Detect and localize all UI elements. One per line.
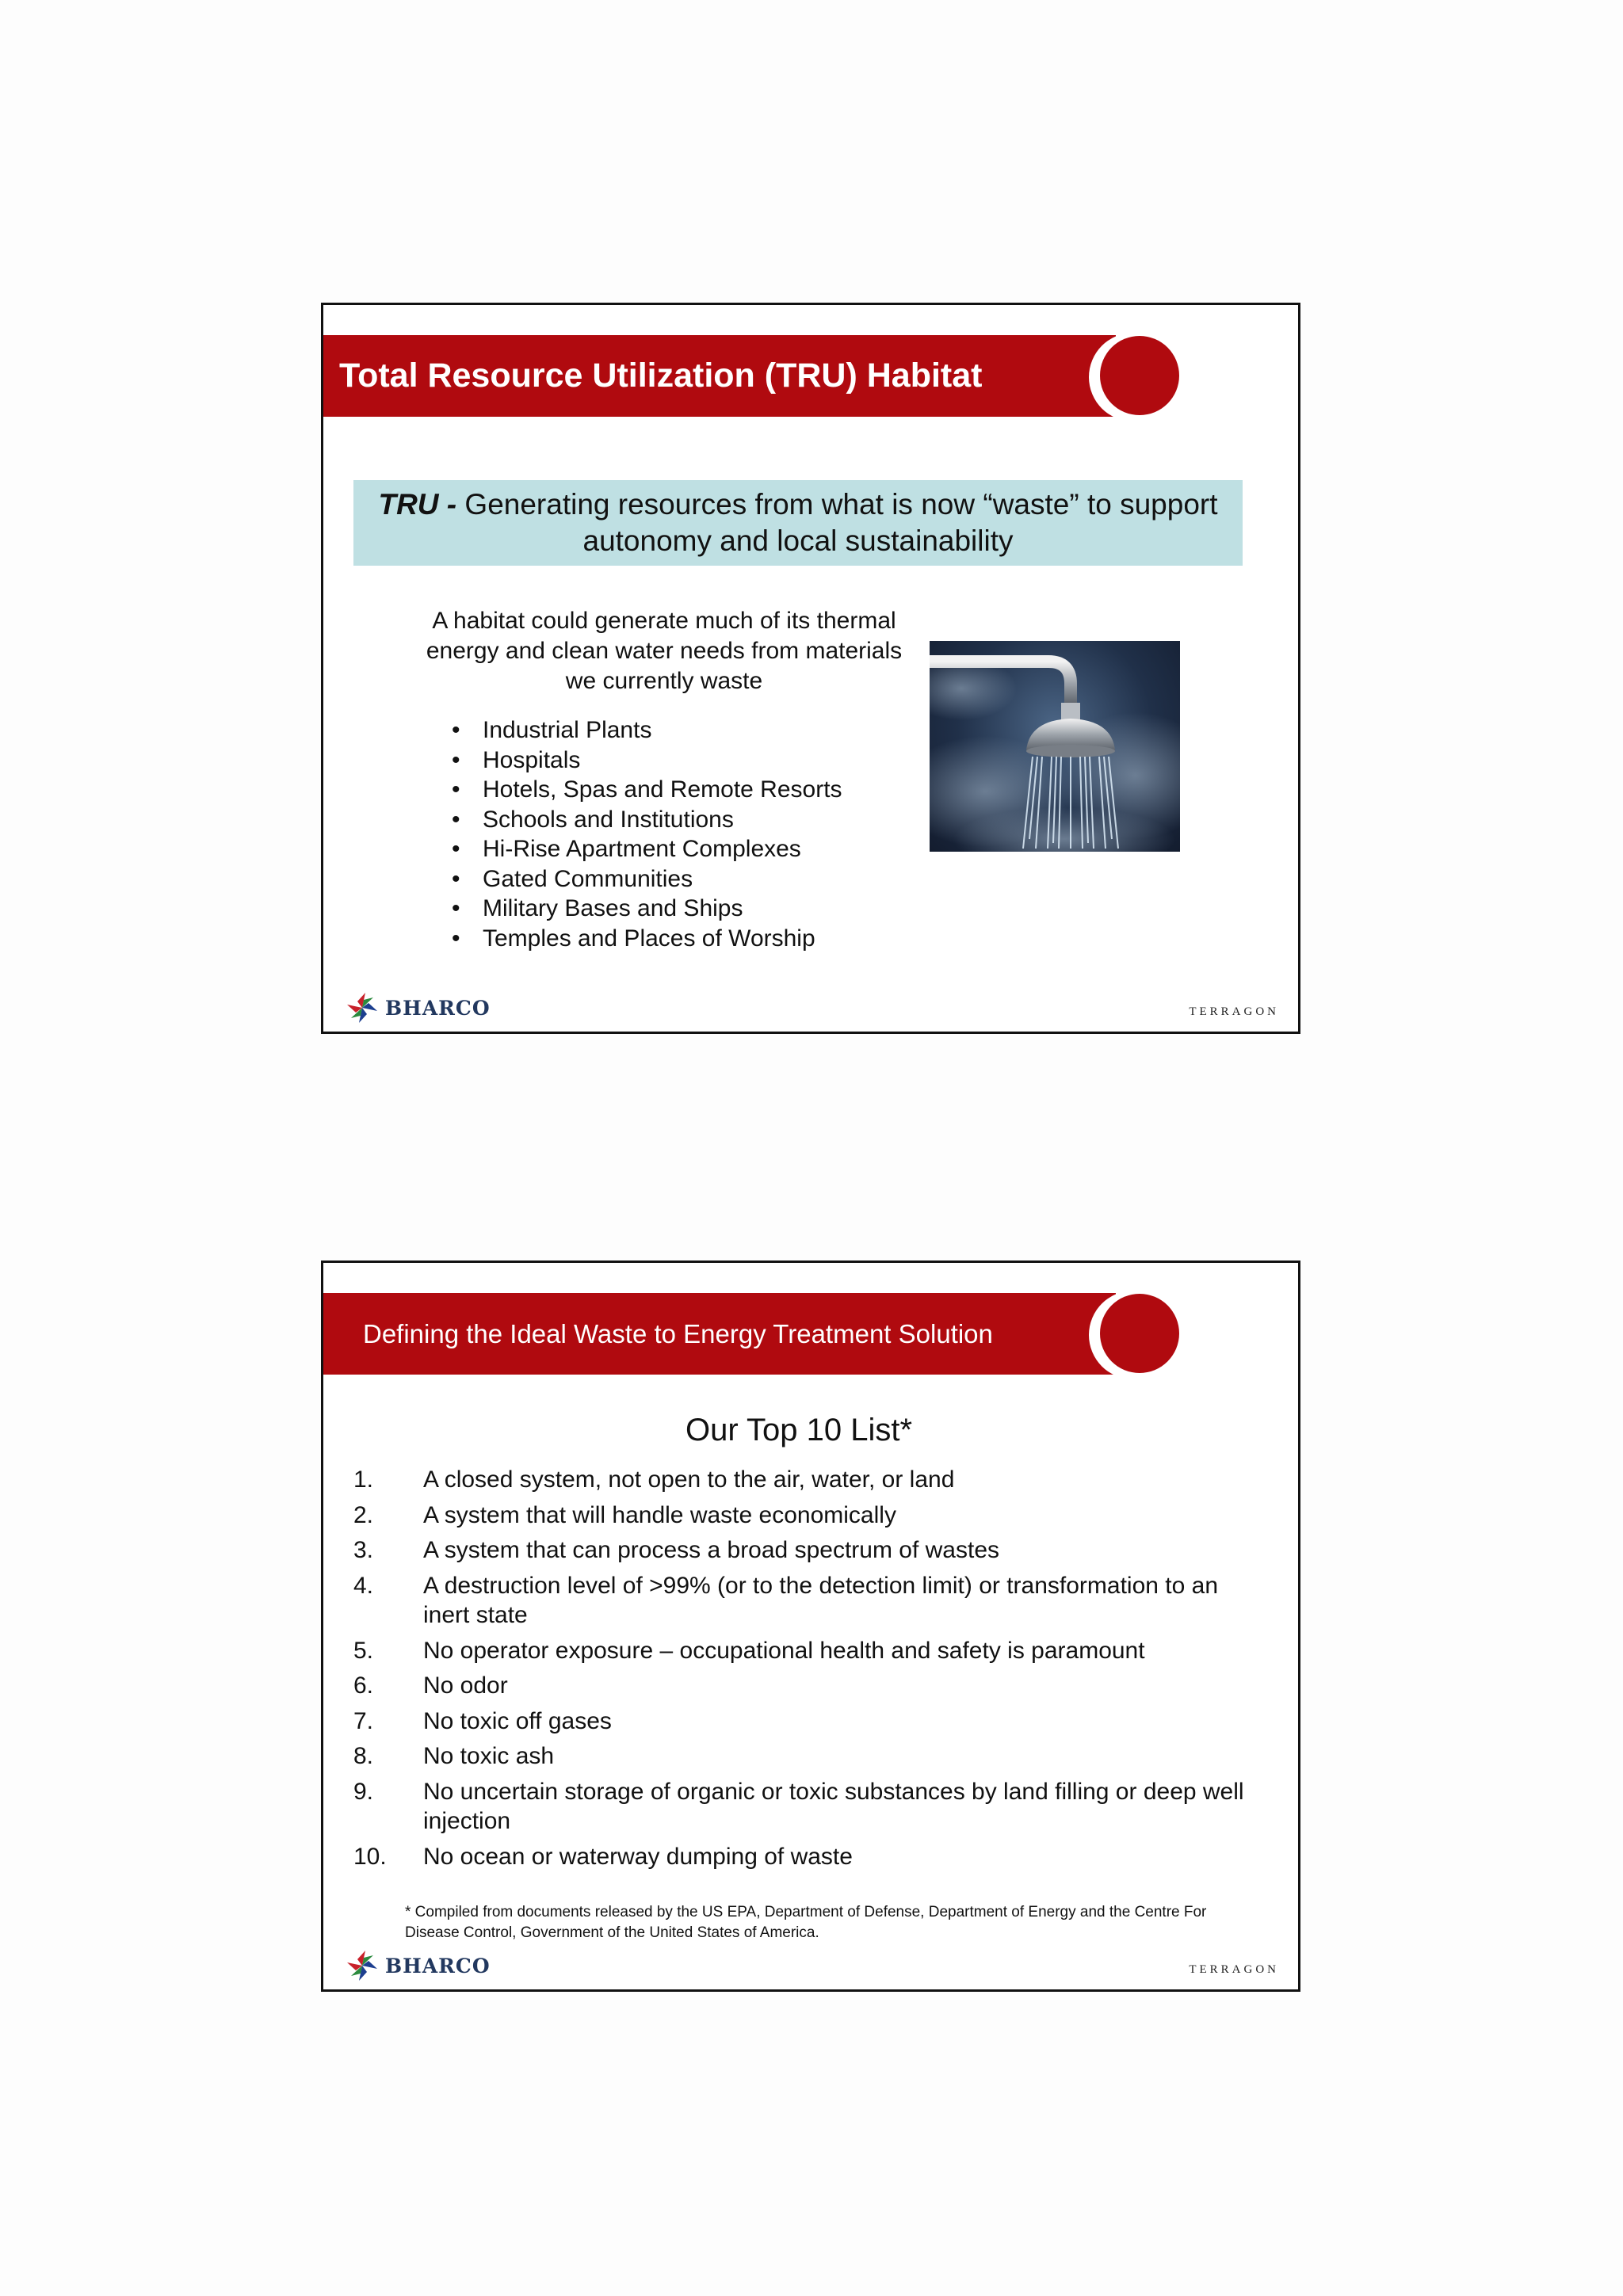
slide-tru-habitat: [321, 303, 1300, 1034]
pinwheel-icon: [346, 991, 379, 1024]
habitat-intro-text: A habitat could generate much of its thermal energy and clean water needs from materials we currently waste: [426, 608, 903, 694]
tru-definition: Generating resources from what is now “waste” to support autonomy and local sustainability: [456, 488, 1218, 557]
item-text: No uncertain storage of organic or toxic substances by land filling or deep well injection: [423, 1778, 1244, 1834]
list-item: • Hi-Rise Apartment Complexes: [450, 834, 842, 864]
red-circle-emblem: [1089, 1291, 1178, 1379]
bharco-logo: [346, 1949, 491, 1982]
red-circle-emblem: [1089, 333, 1178, 421]
terragon-logo: TERRAGON: [1189, 1005, 1279, 1018]
item-text: No operator exposure – occupational health and safety is paramount: [423, 1637, 1145, 1664]
list-item: [353, 1535, 1257, 1566]
list-item: [353, 1777, 1257, 1836]
slide-title: Defining the Ideal Waste to Energy Treatment Solution: [363, 1318, 993, 1348]
list-heading: Our Top 10 List*: [685, 1413, 913, 1447]
list-item: • Military Bases and Ships: [450, 894, 842, 924]
item-number: 10.: [353, 1843, 387, 1870]
item-number: 2.: [353, 1501, 374, 1528]
list-item: [353, 1465, 1257, 1495]
bharco-logo-text: BHARCO: [385, 996, 491, 1020]
title-bar: [323, 1293, 1116, 1375]
list-item: • Hospitals: [450, 746, 842, 776]
item-text: No toxic off gases: [423, 1707, 612, 1734]
item-text: No toxic ash: [423, 1743, 555, 1769]
footnote: * Compiled from documents released by the US EPA, Department of Defense, Department of Energy and the Centre For Disease Control, Government of the United States of America.: [405, 1904, 1207, 1941]
list-item: [353, 1501, 1257, 1531]
item-text: No odor: [423, 1672, 508, 1699]
item-text: A system that will handle waste economically: [423, 1501, 896, 1528]
bharco-logo: [346, 991, 491, 1024]
list-item: [353, 1571, 1257, 1630]
list-item: [353, 1741, 1257, 1772]
pinwheel-icon: [346, 1949, 379, 1982]
list-item: • Hotels, Spas and Remote Resorts: [450, 775, 842, 805]
shower-head-photo: [930, 641, 1180, 852]
top-10-list: [353, 1465, 1257, 1877]
item-number: 7.: [353, 1707, 374, 1734]
tru-definition-box: [353, 480, 1243, 566]
item-number: 6.: [353, 1672, 374, 1699]
list-item: [353, 1707, 1257, 1737]
item-number: 4.: [353, 1572, 374, 1599]
habitat-bullet-list: [450, 715, 842, 953]
item-number: 1.: [353, 1466, 374, 1493]
list-item: • Schools and Institutions: [450, 805, 842, 835]
slide-top-10-list: [321, 1261, 1300, 1992]
list-item: [353, 1636, 1257, 1666]
item-text: A system that can process a broad spectrum of wastes: [423, 1537, 1000, 1563]
tru-label: TRU -: [378, 488, 457, 521]
title-bar: [323, 335, 1116, 417]
item-number: 9.: [353, 1778, 374, 1805]
terragon-logo: TERRAGON: [1189, 1963, 1279, 1976]
list-item: • Temples and Places of Worship: [450, 924, 842, 954]
item-text: No ocean or waterway dumping of waste: [423, 1843, 853, 1870]
list-item: [353, 1842, 1257, 1872]
item-text: A closed system, not open to the air, water, or land: [423, 1466, 955, 1493]
list-item: • Industrial Plants: [450, 715, 842, 746]
item-number: 8.: [353, 1743, 374, 1769]
list-item: [353, 1671, 1257, 1701]
item-text: A destruction level of >99% (or to the detection limit) or transformation to an inert state: [423, 1572, 1219, 1628]
slide-title: Total Resource Utilization (TRU) Habitat: [339, 357, 983, 395]
item-number: 5.: [353, 1637, 374, 1664]
item-number: 3.: [353, 1537, 374, 1563]
list-item: • Gated Communities: [450, 864, 842, 894]
bharco-logo-text: BHARCO: [385, 1954, 491, 1978]
